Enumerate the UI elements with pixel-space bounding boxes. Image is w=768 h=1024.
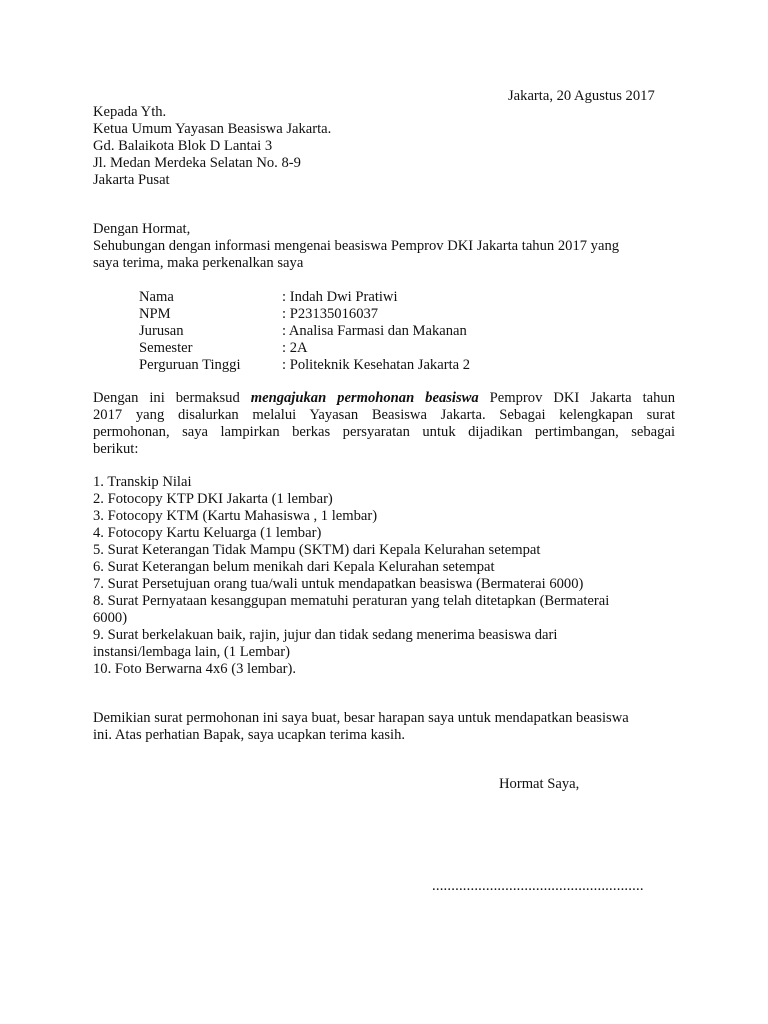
recipient-line: Jl. Medan Merdeka Selatan No. 8-9 <box>93 155 301 171</box>
applicant-info <box>139 289 589 374</box>
info-row-jurusan <box>139 323 589 340</box>
request-line: berikut: <box>93 441 139 457</box>
intro-line: Sehubungan dengan informasi mengenai beasiswa Pemprov DKI Jakarta tahun 2017 yang <box>93 238 620 254</box>
closing-paragraph <box>93 710 675 744</box>
info-row-nama <box>139 289 589 306</box>
list-item: 2. Fotocopy KTP DKI Jakarta (1 lembar) <box>93 491 333 507</box>
request-paragraph <box>93 390 675 458</box>
list-item: 6000) <box>93 610 128 626</box>
info-value: : P23135016037 <box>282 306 379 322</box>
request-line <box>93 390 675 407</box>
list-item: 9. Surat berkelakuan baik, rajin, jujur dan tidak sedang menerima beasiswa dari <box>93 627 558 643</box>
recipient-line: Kepada Yth. <box>93 104 167 120</box>
closing-line: Demikian surat permohonan ini saya buat, besar harapan saya untuk mendapatkan beasiswa <box>93 710 629 726</box>
list-item: instansi/lembaga lain, (1 Lembar) <box>93 644 290 660</box>
info-value: : Analisa Farmasi dan Makanan <box>282 323 467 339</box>
list-item: 5. Surat Keterangan Tidak Mampu (SKTM) dari Kepala Kelurahan setempat <box>93 542 541 558</box>
intro-line: saya terima, maka perkenalkan saya <box>93 255 304 271</box>
recipient-line: Ketua Umum Yayasan Beasiswa Jakarta. <box>93 121 332 137</box>
info-value: : Indah Dwi Pratiwi <box>282 289 398 305</box>
info-label: Perguruan Tinggi <box>139 357 241 373</box>
info-row-semester <box>139 340 589 357</box>
requirements-list <box>93 474 675 678</box>
info-value: : 2A <box>282 340 308 356</box>
info-row-npm <box>139 306 589 323</box>
list-item: 7. Surat Persetujuan orang tua/wali untuk mendapatkan beasiswa (Bermaterai 6000) <box>93 576 584 592</box>
list-item: 1. Transkip Nilai <box>93 474 192 490</box>
list-item: 8. Surat Pernyataan kesanggupan mematuhi peraturan yang telah ditetapkan (Bermaterai <box>93 593 610 609</box>
info-label: Semester <box>139 340 193 356</box>
salutation-text: Dengan Hormat, <box>93 221 191 237</box>
list-item: 4. Fotocopy Kartu Keluarga (1 lembar) <box>93 525 322 541</box>
info-label: NPM <box>139 306 171 322</box>
list-item: 6. Surat Keterangan belum menikah dari Kepala Kelurahan setempat <box>93 559 495 575</box>
list-item: 3. Fotocopy KTM (Kartu Mahasiswa , 1 lembar) <box>93 508 378 524</box>
salutation <box>93 221 675 238</box>
intro-paragraph <box>93 238 675 272</box>
letter-date: Jakarta, 20 Agustus 2017 <box>508 88 655 104</box>
info-row-perguruan-tinggi <box>139 357 589 374</box>
request-line: 2017 yang disalurkan melalui Yayasan Beasiswa Jakarta. Sebagai kelengkapan surat <box>93 407 675 423</box>
closing-line: ini. Atas perhatian Bapak, saya ucapkan terima kasih. <box>93 727 406 743</box>
signature-line: ....................................................... <box>432 878 644 894</box>
sign-off: Hormat Saya, <box>499 776 580 792</box>
request-line: permohonan, saya lampirkan berkas persyaratan untuk dijadikan pertimbangan, sebagai <box>93 424 675 440</box>
info-value: : Politeknik Kesehatan Jakarta 2 <box>282 357 471 373</box>
request-text: Pemprov DKI Jakarta tahun <box>478 390 675 406</box>
list-item: 10. Foto Berwarna 4x6 (3 lembar). <box>93 661 297 677</box>
info-label: Nama <box>139 289 174 305</box>
request-text: Dengan ini bermaksud <box>93 390 251 406</box>
recipient-line: Jakarta Pusat <box>93 172 170 188</box>
info-label: Jurusan <box>139 323 184 339</box>
request-emphasis: mengajukan permohonan beasiswa <box>250 390 479 406</box>
recipient-line: Gd. Balaikota Blok D Lantai 3 <box>93 138 273 154</box>
recipient-address <box>93 104 675 189</box>
